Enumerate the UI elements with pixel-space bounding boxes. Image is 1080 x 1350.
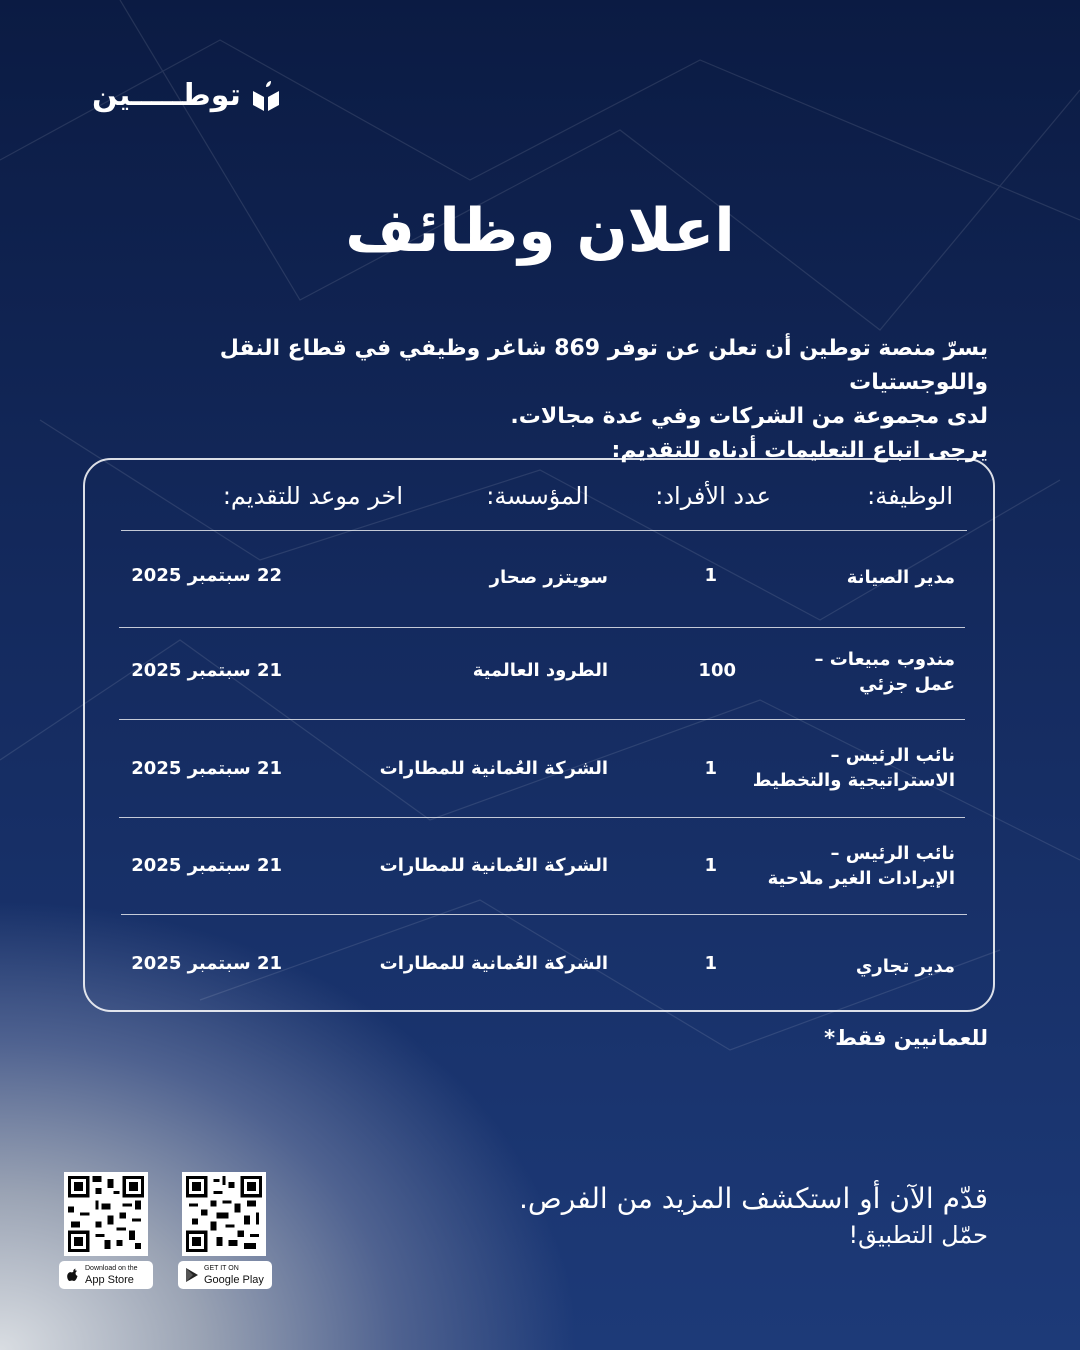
row-4-deadline: 21 سبتمبر 2025 <box>131 855 282 876</box>
row-3-count: 1 <box>704 758 717 779</box>
app-store-label: App Store <box>85 1273 134 1286</box>
google-play-icon <box>184 1267 200 1283</box>
row-divider <box>119 627 965 628</box>
row-1-count: 1 <box>704 565 717 586</box>
app-store-qr-code[interactable] <box>64 1172 148 1256</box>
brand-name: توطـــــين <box>92 78 241 113</box>
row-3-deadline: 21 سبتمبر 2025 <box>131 758 282 779</box>
apple-icon <box>65 1267 81 1283</box>
row-3-job: نائب الرئيس – الاستراتيجية والتخطيط <box>752 745 955 791</box>
row-1-deadline: 22 سبتمبر 2025 <box>131 565 282 586</box>
omanis-only-note: للعمانيين فقط* <box>824 1026 988 1050</box>
intro-line-1: يسرّ منصة توطين أن تعلن عن توفر 869 شاغر وظيفي في قطاع النقل واللوجستيات <box>219 336 988 395</box>
row-2-deadline: 21 سبتمبر 2025 <box>131 660 282 681</box>
row-1-job: مدير الصيانة <box>846 567 955 588</box>
app-store-badge[interactable] <box>59 1261 153 1289</box>
row-2-org: الطرود العالمية <box>472 660 608 681</box>
row-3-org: الشركة العُمانية للمطارات <box>379 758 608 779</box>
google-play-qr-code[interactable] <box>182 1172 266 1256</box>
row-2-job: مندوب مبيعات – عمل جزئي <box>814 649 955 695</box>
cta-line-1: قدّم الآن أو استكشف المزيد من الفرص. <box>519 1182 988 1215</box>
row-4-org: الشركة العُمانية للمطارات <box>379 855 608 876</box>
google-play-small-label: GET IT ON <box>204 1264 239 1272</box>
qr-code-icon <box>68 1176 144 1252</box>
cta-line-2: حمّل التطبيق! <box>848 1221 988 1249</box>
row-2-count: 100 <box>698 660 736 681</box>
brand-logo <box>92 78 283 113</box>
row-divider <box>119 719 965 720</box>
row-4-job: نائب الرئيس – الإيرادات الغير ملاحية <box>767 843 955 889</box>
row-divider <box>121 914 967 915</box>
row-5-job: مدير تجاري <box>855 956 955 977</box>
row-divider <box>119 817 965 818</box>
app-store-small-label: Download on the <box>85 1264 138 1272</box>
row-5-count: 1 <box>704 953 717 974</box>
page-title: اعلان وظائف <box>345 196 735 266</box>
header-divider <box>121 530 967 531</box>
row-1-org: سويتزر صحار <box>489 567 608 588</box>
intro-text <box>128 332 988 468</box>
jobs-table <box>83 458 995 1012</box>
header-deadline: اخر موعد للتقديم: <box>222 482 403 510</box>
row-5-deadline: 21 سبتمبر 2025 <box>131 953 282 974</box>
header-job: الوظيفة: <box>867 482 953 510</box>
row-4-count: 1 <box>704 855 717 876</box>
qr-code-icon <box>186 1176 262 1252</box>
header-org: المؤسسة: <box>486 482 589 510</box>
row-5-org: الشركة العُمانية للمطارات <box>379 953 608 974</box>
call-to-action <box>519 1180 988 1252</box>
intro-line-3: يرجى اتباع التعليمات أدناه للتقديم: <box>611 438 988 463</box>
tawteen-logo-icon <box>249 79 283 113</box>
google-play-label: Google Play <box>204 1273 264 1286</box>
intro-line-2: لدى مجموعة من الشركات وفي عدة مجالات. <box>510 404 988 429</box>
google-play-badge[interactable] <box>178 1261 272 1289</box>
header-count: عدد الأفراد: <box>655 482 771 510</box>
